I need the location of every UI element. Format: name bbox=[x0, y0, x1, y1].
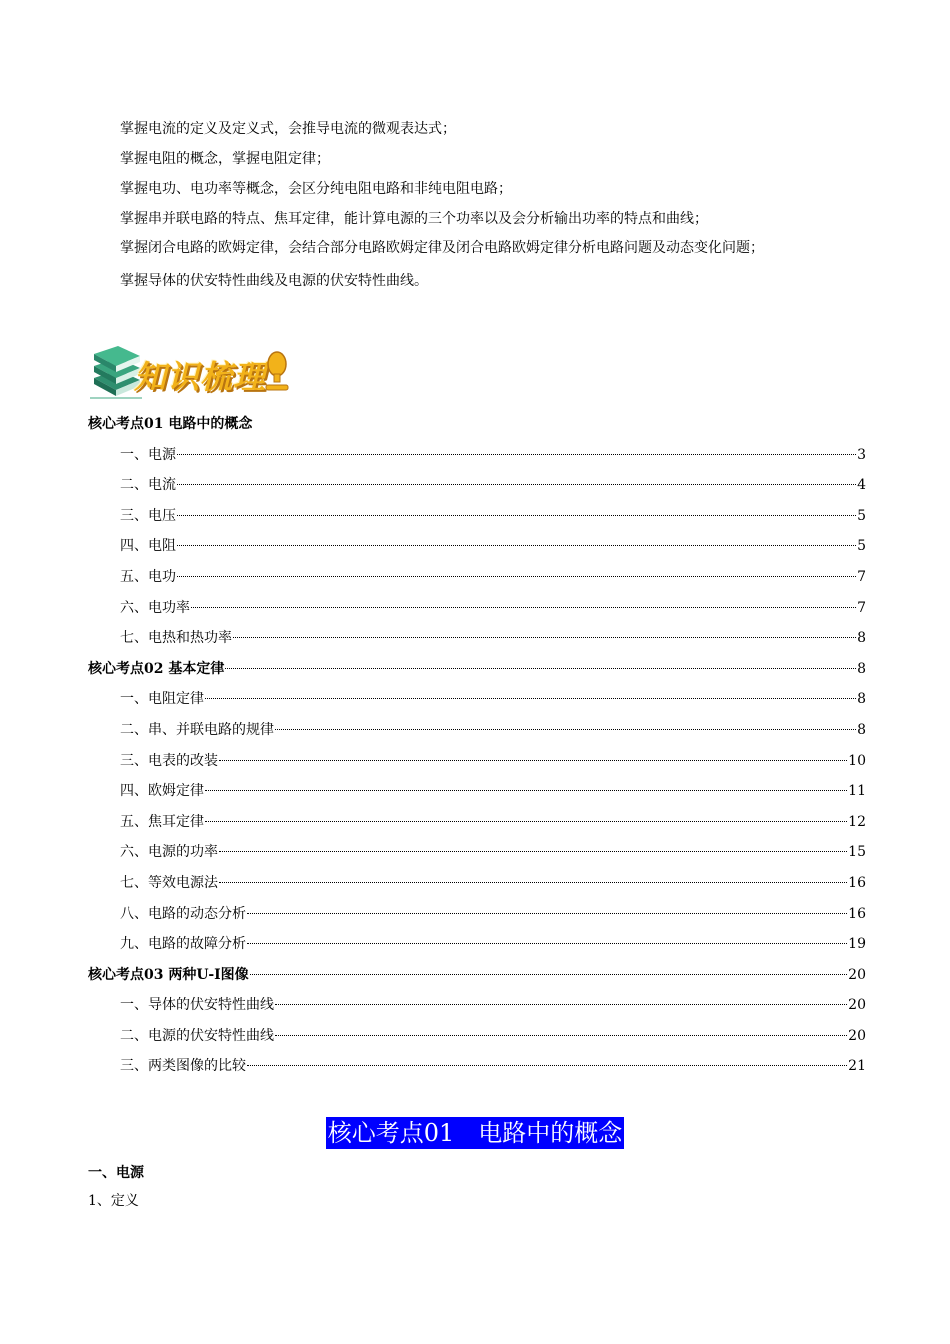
toc-page-number: 16 bbox=[848, 905, 866, 922]
toc-page-number: 8 bbox=[857, 721, 866, 738]
toc-dot-leader bbox=[219, 760, 847, 761]
toc-entry-text: 二、电流 bbox=[120, 477, 176, 494]
toc-page-number: 10 bbox=[848, 752, 866, 769]
toc-item-row[interactable] bbox=[88, 684, 866, 715]
toc-dot-leader bbox=[247, 1065, 847, 1066]
toc-entry-text: 七、电热和热功率 bbox=[120, 630, 232, 647]
toc-entry-text: 七、等效电源法 bbox=[120, 874, 218, 891]
toc-item-row[interactable] bbox=[88, 623, 866, 654]
toc-dot-leader bbox=[191, 607, 856, 608]
toc-item-row[interactable] bbox=[88, 1021, 866, 1052]
exclamation-icon bbox=[264, 350, 290, 394]
toc-page-number: 19 bbox=[848, 936, 866, 953]
toc-dot-leader bbox=[219, 882, 847, 883]
toc-item-row[interactable] bbox=[88, 807, 866, 838]
toc-page-number: 8 bbox=[857, 630, 866, 647]
toc-item-row[interactable] bbox=[88, 715, 866, 746]
toc-dot-leader bbox=[225, 668, 856, 669]
toc-page-number: 15 bbox=[848, 844, 866, 861]
toc-entry-text: 六、电功率 bbox=[120, 599, 190, 616]
section-heading: 核心考点01 电路中的概念 bbox=[327, 1119, 623, 1147]
toc-item-row[interactable] bbox=[88, 868, 866, 899]
toc-dot-leader bbox=[275, 729, 856, 730]
toc-entry-text: 核心考点02 基本定律 bbox=[88, 660, 225, 677]
toc-entry-text: 四、电阻 bbox=[120, 538, 176, 555]
toc-page-number: 5 bbox=[857, 507, 866, 524]
toc-entry-text: 五、焦耳定律 bbox=[120, 813, 204, 830]
subsection-item: 1、定义 bbox=[88, 1193, 139, 1209]
toc-entry-text: 五、电功 bbox=[120, 568, 176, 585]
banner-title: 知识梳理 bbox=[134, 358, 267, 396]
toc-page-number: 21 bbox=[848, 1058, 866, 1075]
knowledge-banner bbox=[88, 338, 298, 402]
toc-item-row[interactable] bbox=[88, 440, 866, 471]
toc-section-row[interactable] bbox=[88, 960, 866, 991]
toc-entry-text: 核心考点01 电路中的概念 bbox=[88, 416, 253, 432]
toc-dot-leader bbox=[177, 484, 856, 485]
toc-entry-text: 三、电表的改装 bbox=[120, 752, 218, 769]
toc-entry-text: 四、欧姆定律 bbox=[120, 783, 204, 800]
toc-dot-leader bbox=[205, 821, 847, 822]
toc-dot-leader bbox=[177, 515, 856, 516]
toc-dot-leader bbox=[233, 637, 856, 638]
toc-page-number: 11 bbox=[848, 783, 866, 800]
toc-page-number: 12 bbox=[848, 813, 866, 830]
goal-line: 掌握导体的伏安特性曲线及电源的伏安特性曲线。 bbox=[120, 273, 428, 289]
toc-item-row[interactable] bbox=[88, 837, 866, 868]
toc-entry-text: 核心考点03 两种U-I图像 bbox=[88, 966, 249, 983]
toc-dot-leader bbox=[205, 790, 847, 791]
section-heading-wrap bbox=[0, 1117, 950, 1149]
toc-page-number: 20 bbox=[848, 997, 866, 1014]
toc-entry-text: 九、电路的故障分析 bbox=[120, 936, 246, 953]
toc-item-row[interactable] bbox=[88, 562, 866, 593]
toc-section-row[interactable] bbox=[88, 409, 866, 440]
toc-item-row[interactable] bbox=[88, 593, 866, 624]
toc-entry-text: 二、串、并联电路的规律 bbox=[120, 721, 274, 738]
toc-section-row[interactable] bbox=[88, 654, 866, 685]
toc-page-number: 5 bbox=[857, 538, 866, 555]
toc-item-row[interactable] bbox=[88, 990, 866, 1021]
toc-dot-leader bbox=[205, 698, 856, 699]
toc-entry-text: 三、电压 bbox=[120, 507, 176, 524]
toc-entry-text: 八、电路的动态分析 bbox=[120, 905, 246, 922]
toc-page-number: 16 bbox=[848, 874, 866, 891]
toc-page-number: 8 bbox=[857, 660, 866, 677]
toc-dot-leader bbox=[275, 1004, 847, 1005]
toc-entry-text: 六、电源的功率 bbox=[120, 844, 218, 861]
toc-entry-text: 一、电阻定律 bbox=[120, 691, 204, 708]
toc-item-row[interactable] bbox=[88, 470, 866, 501]
subsection-heading: 一、电源 bbox=[88, 1165, 144, 1181]
goal-line: 掌握闭合电路的欧姆定律，会结合部分电路欧姆定律及闭合电路欧姆定律分析电路问题及动态变化问题； bbox=[120, 240, 764, 256]
toc-item-row[interactable] bbox=[88, 1051, 866, 1082]
toc-dot-leader bbox=[219, 851, 847, 852]
goal-line: 掌握电阻的概念，掌握电阻定律； bbox=[120, 151, 330, 167]
toc-dot-leader bbox=[247, 943, 847, 944]
toc-item-row[interactable] bbox=[88, 776, 866, 807]
toc-page-number: 20 bbox=[848, 1027, 866, 1044]
toc-dot-leader bbox=[247, 913, 847, 914]
toc-item-row[interactable] bbox=[88, 746, 866, 777]
toc-entry-text: 一、导体的伏安特性曲线 bbox=[120, 997, 274, 1014]
toc-page-number: 7 bbox=[857, 599, 866, 616]
learning-goals bbox=[88, 114, 866, 296]
toc-entry-text: 一、电源 bbox=[120, 446, 176, 463]
toc-dot-leader bbox=[177, 545, 856, 546]
goal-line: 掌握串并联电路的特点、焦耳定律，能计算电源的三个功率以及会分析输出功率的特点和曲线； bbox=[120, 211, 708, 227]
toc-item-row[interactable] bbox=[88, 531, 866, 562]
toc-page-number: 20 bbox=[848, 966, 866, 983]
toc-entry-text: 二、电源的伏安特性曲线 bbox=[120, 1027, 274, 1044]
goal-line: 掌握电流的定义及定义式，会推导电流的微观表达式； bbox=[120, 121, 456, 137]
goal-line: 掌握电功、电功率等概念，会区分纯电阻电路和非纯电阻电路； bbox=[120, 181, 512, 197]
toc-item-row[interactable] bbox=[88, 929, 866, 960]
toc-dot-leader bbox=[275, 1035, 847, 1036]
table-of-contents bbox=[88, 409, 866, 1082]
toc-page-number: 7 bbox=[857, 568, 866, 585]
toc-item-row[interactable] bbox=[88, 899, 866, 930]
toc-page-number: 3 bbox=[857, 446, 866, 463]
toc-page-number: 4 bbox=[857, 477, 866, 494]
toc-dot-leader bbox=[177, 454, 856, 455]
toc-dot-leader bbox=[177, 576, 856, 577]
toc-entry-text: 三、两类图像的比较 bbox=[120, 1058, 246, 1075]
toc-dot-leader bbox=[250, 974, 847, 975]
toc-item-row[interactable] bbox=[88, 501, 866, 532]
toc-page-number: 8 bbox=[857, 691, 866, 708]
